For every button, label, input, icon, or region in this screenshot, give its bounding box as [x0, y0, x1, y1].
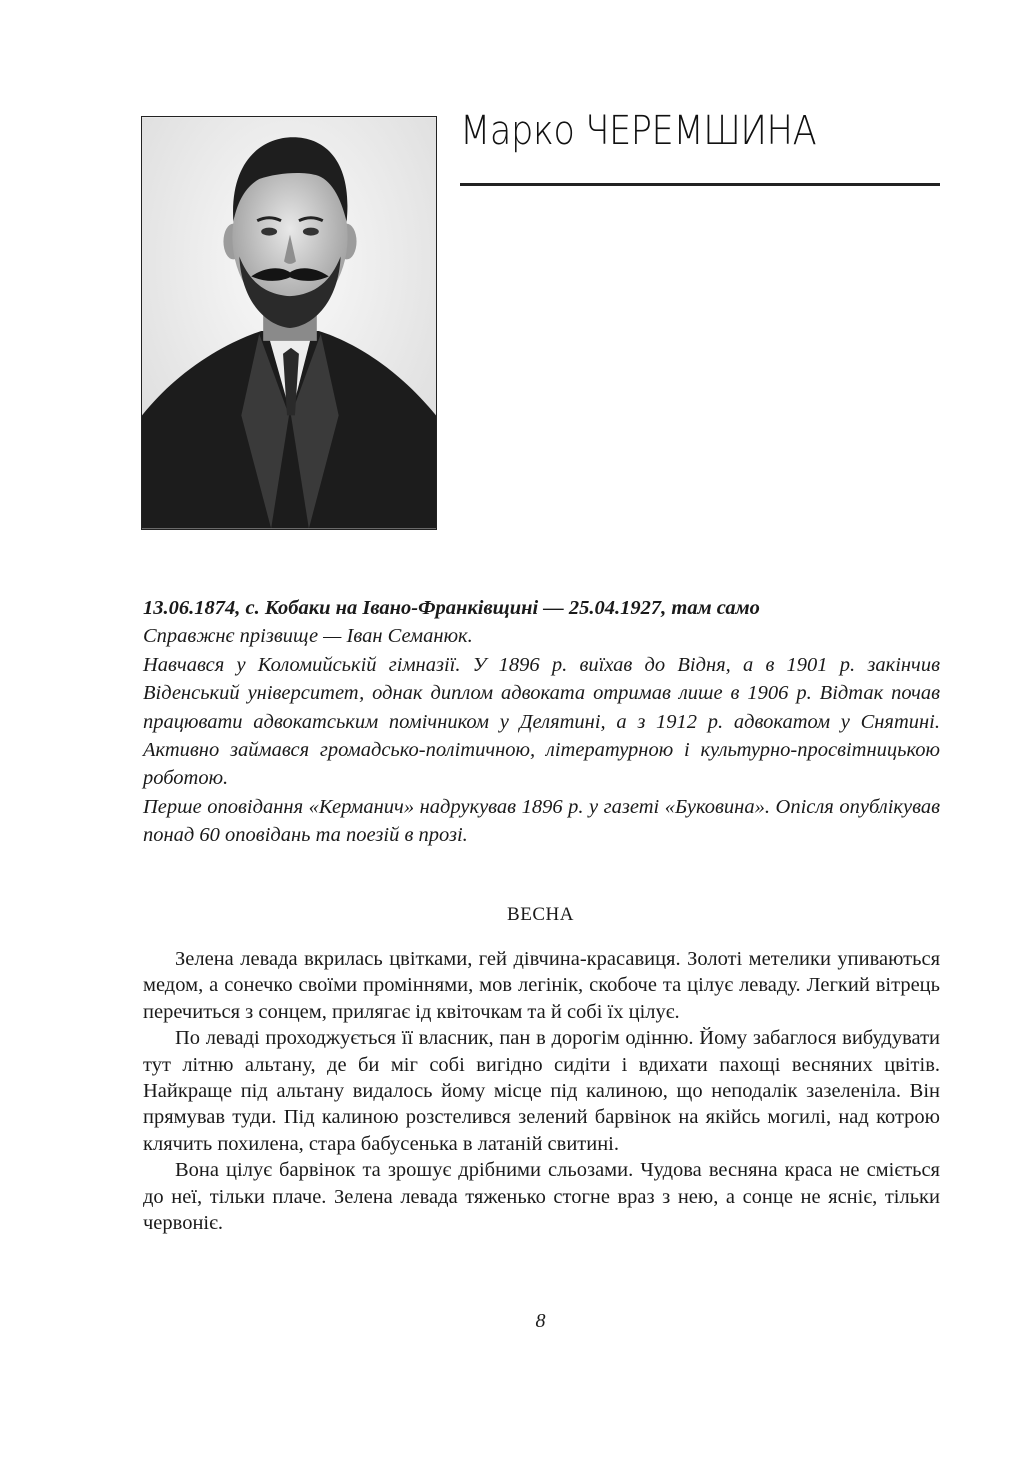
bio-dates: 13.06.1874, с. Кобаки на Івано-Франківщині — 25.04.1927, там само: [143, 597, 760, 619]
author-biography: [143, 594, 940, 850]
bio-education: Навчався у Коломийській гімназії. У 1896 р. виїхав до Відня, а в 1901 р. закінчив Віденський університет, однак диплом адвоката отримав лише в 1906 р. Відтак почав працювати адвокатським помічником у Делятині, а з 1912 р. адвокатом у Снятині. Активно займався громадсько-політичною, літературною і культурно-просвітницькою роботою.: [143, 653, 940, 790]
story-title: ВЕСНА: [507, 904, 574, 925]
story-paragraph: Вона цілує барвінок та зрошує дрібними сльозами. Чудова весняна краса не сміється до неї, тільки плаче. Зелена левада тяженько стогне враз з нею, а сонце не яснiє, тільки червонiє.: [143, 1159, 940, 1235]
story-paragraph: По леваді проходжується її власник, пан в дорогім одінню. Йому забаглося вибудувати тут літню альтану, де би міг собі вигідно сидіти і вдихати пахощі весняних цвітів. Найкраще під альтану видалось йому місце під калиною, що неподалік зазеленіла. Він прямував туди. Під калиною розстелився зелений барвінок на якійсь могилі, над котрою клячить похилена, стара бабусенька в латаній свитині.: [143, 1027, 940, 1155]
bio-works: Перше оповідання «Керманич» надрукував 1896 р. у газеті «Буковина». Опісля опублікував понад 60 оповідань та поезій в прозі.: [143, 795, 940, 847]
story-text: [143, 946, 940, 1236]
page-number: 8: [535, 1310, 546, 1332]
bio-real-name: Справжнє прізвище — Іван Семанюк.: [143, 625, 473, 648]
author-portrait: [141, 116, 437, 530]
title-divider: [460, 183, 940, 186]
story-paragraph: Зелена левада вкрилась цвітками, гей дівчина-красавиця. Золоті метелики упиваються медом, а сонечко своїми проміннями, мов легінік, скобоче та цілує леваду. Легкий вітрець перечиться з сонцем, прилягає ід квіточкам та й собі їх цілує.: [143, 948, 940, 1023]
author-name: Марко ЧЕРЕМШИНА: [460, 108, 817, 154]
